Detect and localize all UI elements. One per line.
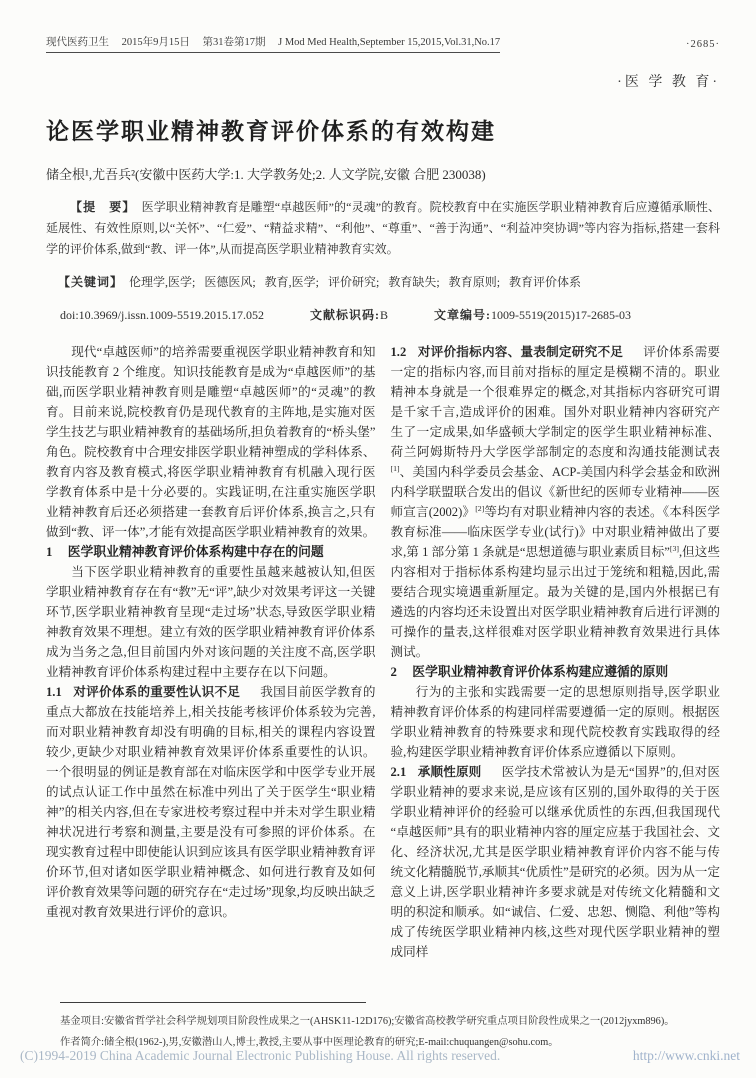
body-paragraph: 现代“卓越医师”的培养需要重视医学职业精神教育和知识技能教育 2 个维度。知识技能教育是成为“卓越医师”的基础,而医学职业精神教育则是雕塑“卓越医师”的“灵魂”的教育。目前来说,院校教育仍是现代教育的主阵地,是实施对医学生技艺与职业精神教育的基础场所,担负着教育的“桥头堡”角色。院校教育中合理安排医学职业精神塑成的学科体系、教育内容及教育模式,将医学职业精神教育有机融入现行医学教育体系中是十分必要的。实践证明,在注重实施医学职业精神教育后还必须搭建一套教育后评价体系,换言之,只有做到“教、评一体”,才能有效提高医学职业精神教育的效果。 [46,345,376,539]
document-code-value: B [380,308,389,322]
footnote-rule [60,1002,366,1003]
article-number [434,305,631,326]
abstract-label: 【提 要】 [70,200,130,214]
cnki-url: http://www.cnki.net [632,1048,740,1063]
section-heading: 1 医学职业精神教育评价体系构建中存在的问题 [46,545,324,559]
body-column-right [391,342,721,992]
body-paragraph: 行为的主张和实践需要一定的思想原则指导,医学职业精神教育评价体系的构建同样需要遵循一定的原则。根据医学职业精神教育的特殊要求和现代院校教育实践取得的经验,构建医学职业精神教育评价体系应遵循以下原则。 [390,685,720,759]
abstract [46,197,720,260]
article-number-label: 文章编号: [434,308,492,322]
author-bio-note: 作者简介:储全根(1962-),男,安徽潜山人,博士,教授,主要从事中医理论教育的研究;E-mail:chuquangen@sohu.com。 [60,1037,559,1048]
doi: doi:10.3969/j.issn.1009-5519.2015.17.052 [60,308,265,322]
fund-note: 基金项目:安徽省哲学社会科学规划项目阶段性成果之一(AHSK11-12D176);安徽省高校教学研究重点项目阶段性成果之一(2012jyxm896)。 [60,1016,675,1027]
paper-title: 论医学职业精神教育评价体系的有效构建 [46,119,496,144]
doi-line [46,305,720,326]
article-number-value: 1009-5519(2015)17-2685-03 [491,308,632,322]
document-code [310,305,388,326]
volume-issue: 第31卷第17期 [202,37,266,48]
document-code-label: 文献标识码: [310,308,381,322]
subsection-paragraph: 1.1 对评价体系的重要性认识不足 我国目前医学教育的重点大都放在技能培养上,相关技能考核评价体系较为完善,而对职业精神教育却没有明确的目标,相关的课程内容设置较少,更缺少对职业精神教育效果评价体系重要性的认识。一个很明显的例证是教育部在对临床医学和中医学专业开展的试点认证工作中虽然在标准中列出了关于医学生“职业精神”的相关内容,但在专家进校考察过程中并未对学生职业精神状况进行考察和测量,主要是没有可参照的评价体系。在现实教育过程中即使能认识到应该具有医学职业精神教育评价环节,但对诸如医学职业精神概念、如何进行教育及如何评价教育效果等问题的研究存在“走过场”现象,均反映出缺乏重视对教育效果进行评价的意识。 [46,685,376,919]
subsection-paragraph: 2.1 承顺性原则 医学技术常被认为是无“国界”的,但对医学职业精神的要求来说,是应该有区别的,国外取得的关于医学职业精神评价的经验可以继承优质性的东西,但我国现代“卓越医师”具有的职业精神内容的厘定应基于我国社会、文化、经济状况,尤其是医学职业精神教育评价内容不能与传统文化精髓脱节,承顺其“优质性”是研究的必须。因为从一定意义上讲,医学职业精神许多要求就是对传统文化精髓和文明的积淀和顺承。如“诚信、仁爱、忠恕、恻隐、利他”等构成了传统医学职业精神内核,这些对现代医学职业精神的塑成同样 [390,765,721,959]
keywords-label: 【关键词】 [58,275,124,289]
keywords [46,272,720,293]
copyright-text: (C)1994-2019 China Academic Journal Electronic Publishing House. All rights reserved. [20,1048,501,1063]
abstract-text: 医学职业精神教育是雕塑“卓越医师”的“灵魂”的教育。院校教育中在实施医学职业精神教育后应遵循承顺性、延展性、有效性原则,以“关怀”、“仁爱”、“精益求精”、“利他”、“尊重”、“善于沟通”、“利益冲突协调”等内容为指标,搭建一套科学的评价体系,做到“教、评一体”,从而提高医学职业精神教育实效。 [46,200,720,256]
body-column-left [46,342,376,992]
page-header [46,34,720,53]
keywords-text: 伦理学,医学; 医德医风; 教育,医学; 评价研究; 教育缺失; 教育原则; 教育评价体系 [123,275,582,289]
section-heading: 2 医学职业精神教育评价体系构建应遵循的原则 [390,665,669,679]
copyright-line [20,1048,740,1064]
body-paragraph: 当下医学职业精神教育的重要性虽越来越被认知,但医学职业精神教育存在有“教”无“评”,缺少对效果考评这一关键环节,医学职业精神教育呈现“走过场”状态,导致医学职业精神教育效果不理想。建立有效的医学职业精神教育评价体系成为当务之急,但目前国内外对该问题的关注度不高,医学职业精神教育评价体系构建过程中主要存在以下问题。 [46,565,376,679]
subsection-paragraph: 1.2 对评价指标内容、量表制定研究不足 评价体系需要一定的指标内容,而目前对指标的厘定是模糊不清的。职业精神本身就是一个很难界定的概念,对其指标内容研究可谓是千家千言,造成评价的困难。国外对职业精神内容研究产生了一定成果,如华盛顿大学制定的医学生职业精神标准、荷兰阿姆斯特丹大学医学部制定的态度和沟通技能测试表[1]、美国内科学委员会基金、ACP-美国内科学会基金和欧洲内科学联盟联合发出的倡议《新世纪的医师专业精神——医师宣言(2002)》[2]等均有对职业精神内容的表述。《本科医学教育标准——临床医学专业(试行)》中对职业精神做出了要求,第 1 部分第 1 条就是“思想道德与职业素质目标”[3],但这些内容相对于指标体系构建均显示出过于笼统和粗糙,因此,需要结合现实境遇重新厘定。最为关键的是,国内外根据已有遴选的内容均还未设置出对医学职业精神教育后进行评测的可操作的量表,这样很难对医学职业精神教育效果进行具体测试。 [390,345,721,659]
journal-name-en: J Mod Med Health,September 15,2015,Vol.31,No.17 [278,37,501,48]
journal-info [46,34,500,53]
body-columns [46,342,720,992]
journal-name-cn: 现代医药卫生 [46,37,109,48]
authors-line: 储全根¹,尤吾兵²(安徽中医药大学:1. 大学教务处;2. 人文学院,安徽 合肥 230038) [46,167,486,182]
issue-date: 2015年9月15日 [121,37,190,48]
page-number: ·2685· [686,39,720,50]
column-tag: ·医 学 教 育· [617,75,720,90]
